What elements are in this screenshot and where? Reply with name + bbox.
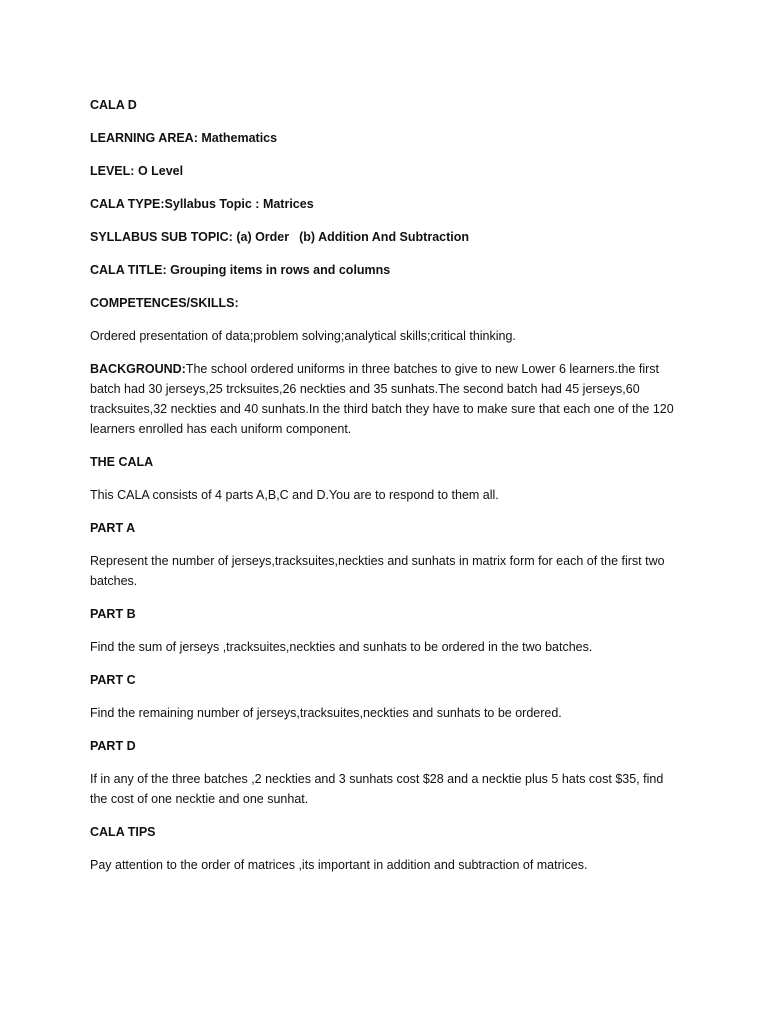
the-cala-text: This CALA consists of 4 parts A,B,C and D.You are to respond to them all. [90, 488, 499, 502]
background-text: The school ordered uniforms in three batches to give to new Lower 6 learners.the first batch had 30 jerseys,25 trcksuites,26 neckties and 35 sunhats.The second batch had 45 jerseys,60 tracksuites,32 neckties and 40 sunhats.In the third batch they have to make sure that each one of the 120 learners enrolled has each uniform component. [90, 362, 674, 436]
level [90, 161, 680, 181]
cala-type-label: CALA TYPE: [90, 197, 165, 211]
syllabus-sub-topic [90, 227, 680, 247]
cala-tips-text: Pay attention to the order of matrices ,its important in addition and subtraction of matrices. [90, 858, 588, 872]
competences-text: Ordered presentation of data;problem solving;analytical skills;critical thinking. [90, 329, 516, 343]
part-d-text: If in any of the three batches ,2 neckties and 3 sunhats cost $28 and a necktie plus 5 hats cost $35, find the cost of one necktie and one sunhat. [90, 772, 664, 806]
sub-topic-b: (b) Addition And Subtraction [299, 230, 469, 244]
cala-title-value: Grouping items in rows and columns [170, 263, 391, 277]
competences-heading: COMPETENCES/SKILLS: [90, 296, 239, 310]
learning-area [90, 128, 680, 148]
background-label: BACKGROUND: [90, 362, 186, 376]
background-paragraph [90, 359, 680, 439]
part-c-text: Find the remaining number of jerseys,tracksuites,neckties and sunhats to be ordered. [90, 706, 562, 720]
level-label: LEVEL: [90, 164, 135, 178]
cala-type [90, 194, 680, 214]
part-a-text: Represent the number of jerseys,tracksuites,neckties and sunhats in matrix form for each of the first two batches. [90, 554, 665, 588]
sub-topic-a: (a) Order [236, 230, 290, 244]
part-d-heading: PART D [90, 739, 136, 753]
part-b-text: Find the sum of jerseys ,tracksuites,neckties and sunhats to be ordered in the two batches. [90, 640, 593, 654]
learning-area-value: Mathematics [201, 131, 278, 145]
part-c-heading: PART C [90, 673, 136, 687]
part-b-heading: PART B [90, 607, 136, 621]
part-a-heading: PART A [90, 521, 136, 535]
learning-area-label: LEARNING AREA: [90, 131, 198, 145]
cala-tips-heading: CALA TIPS [90, 825, 156, 839]
the-cala-heading: THE CALA [90, 455, 154, 469]
cala-title [90, 260, 680, 280]
cala-type-value: Syllabus Topic : Matrices [164, 197, 314, 211]
cala-title-label: CALA TITLE: [90, 263, 167, 277]
cala-label: CALA D [90, 98, 137, 112]
level-value: O Level [137, 164, 184, 178]
sub-topic-label: SYLLABUS SUB TOPIC: [90, 230, 233, 244]
document-page [90, 95, 680, 888]
